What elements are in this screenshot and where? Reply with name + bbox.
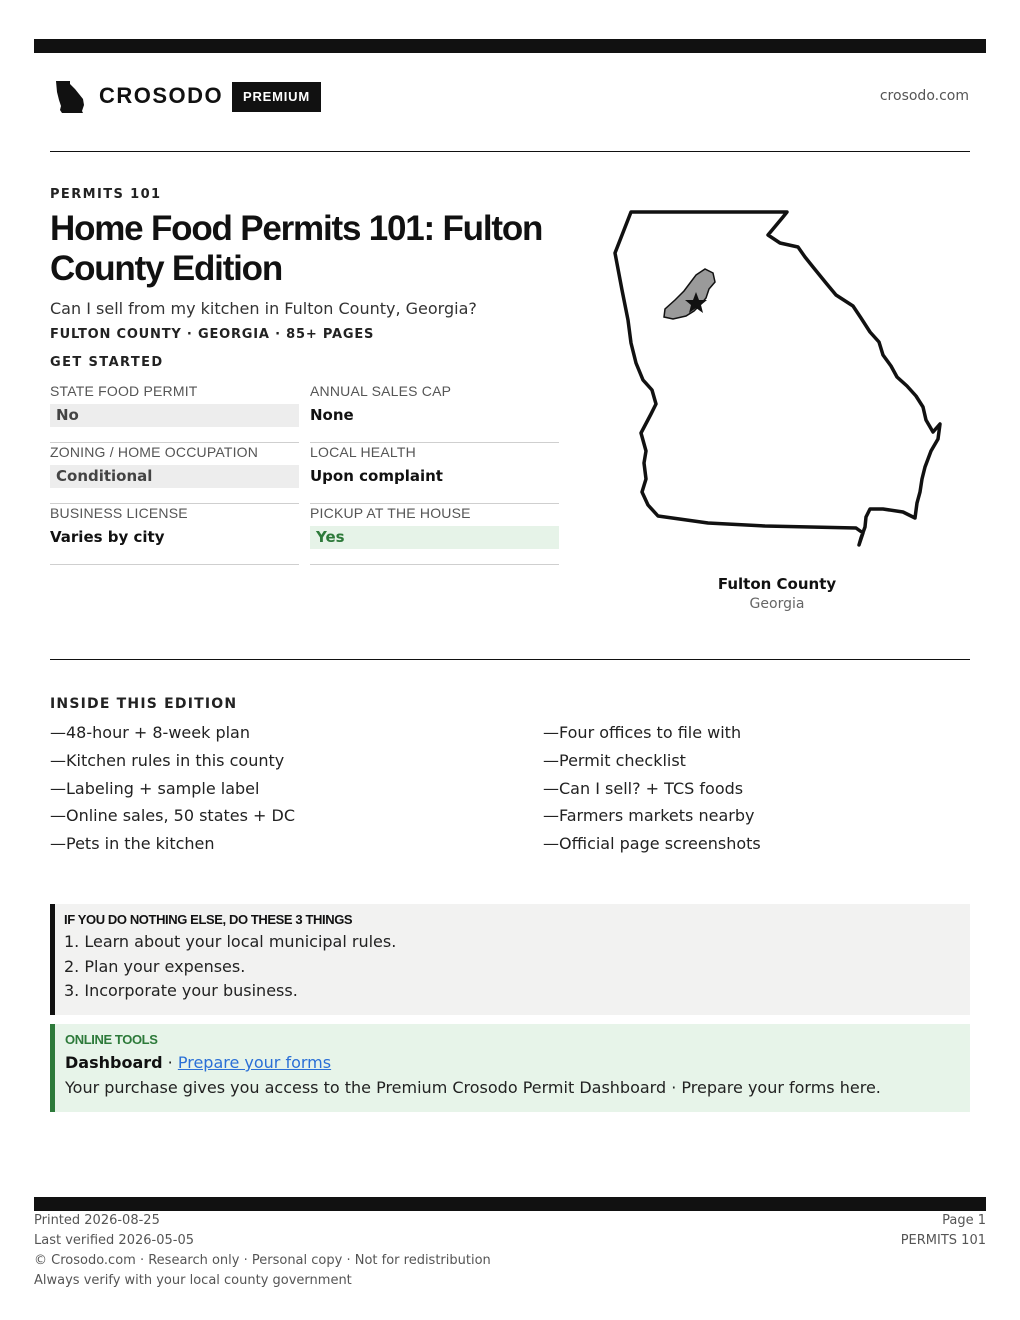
separator: · [162,1053,178,1072]
online-tools-title: ONLINE TOOLS [65,1032,158,1047]
fact-pickup [310,504,559,565]
priority-actions-box [50,904,970,1015]
fact-value: Varies by city [50,528,165,546]
brand-name: CROSODO [99,83,224,108]
toc-left-column [50,722,295,861]
fact-value: None [310,406,354,424]
footer-copyright: © Crosodo.com · Research only · Personal copy · Not for redistribution [34,1253,491,1268]
footer-advice: Always verify with your local county government [34,1273,352,1288]
fact-value: No [50,404,299,427]
premium-badge: PREMIUM [232,82,321,112]
toc-item: —Online sales, 50 states + DC [50,806,296,826]
footer-page-number: Page 1 [942,1213,986,1228]
tools-description: Your purchase gives you access to the Premium Crosodo Permit Dashboard · Prepare your forms here. [65,1078,881,1097]
footer-verified-date: Last verified 2026-05-05 [34,1233,194,1248]
section-kicker: PERMITS 101 [50,187,162,202]
edition-meta: FULTON COUNTY · GEORGIA · 85+ PAGES [50,327,375,342]
inside-edition-heading: INSIDE THIS EDITION [50,696,238,712]
footer-printed-date: Printed 2026-08-25 [34,1213,160,1228]
top-rule-bar [34,39,986,53]
fact-label: BUSINESS LICENSE [50,505,188,521]
fact-business-license [50,504,299,565]
priority-actions-title: IF YOU DO NOTHING ELSE, DO THESE 3 THINGS [64,912,353,927]
fact-zoning [50,443,299,504]
toc-item: —Kitchen rules in this county [50,750,285,770]
toc-item: —Permit checklist [543,750,686,770]
priority-action-item: 2. Plan your expenses. [64,956,246,976]
section-divider [50,659,970,660]
toc-item: —48-hour + 8-week plan [50,723,250,742]
toc-item: —Pets in the kitchen [50,834,215,854]
toc-right-column [543,722,761,861]
fact-label: LOCAL HEALTH [310,444,416,460]
map-state-label: Georgia [749,596,805,612]
fact-label: PICKUP AT THE HOUSE [310,505,471,521]
georgia-county-map [608,205,948,555]
page-subtitle: Can I sell from my kitchen in Fulton County, Georgia? [50,299,477,318]
toc-item: —Official page screenshots [543,834,761,854]
toc-item: —Can I sell? + TCS foods [543,778,744,798]
site-url[interactable]: crosodo.com [879,88,969,104]
fact-label: STATE FOOD PERMIT [50,383,198,399]
priority-action-item: 3. Incorporate your business. [64,981,298,1000]
dashboard-label: Dashboard [65,1053,163,1072]
priority-actions-list [64,931,970,1005]
toc-item: —Labeling + sample label [50,778,260,798]
priority-action-item: 1. Learn about your local municipal rules. [64,932,397,951]
fact-local-health [310,443,559,504]
quick-facts-grid [50,382,559,565]
get-started-heading: GET STARTED [50,355,164,370]
page-title: Home Food Permits 101: Fulton County Edition [50,209,543,288]
fact-value: Upon complaint [310,467,443,485]
toc-item: —Four offices to file with [543,723,742,742]
fact-label: ANNUAL SALES CAP [310,383,452,399]
dashboard-line [65,1052,970,1077]
map-county-label: Fulton County [717,575,837,593]
fact-value: Conditional [50,465,299,488]
online-tools-box [50,1024,970,1112]
fact-state-food-permit [50,382,299,443]
bottom-rule-bar [34,1197,986,1211]
header-divider [50,151,970,152]
georgia-outline [615,212,940,545]
georgia-state-icon [53,80,87,114]
fact-annual-sales-cap [310,382,559,443]
footer-section: PERMITS 101 [900,1233,986,1248]
fact-label: ZONING / HOME OCCUPATION [50,444,259,460]
fact-value: Yes [310,526,559,549]
toc-item: —Farmers markets nearby [543,806,755,826]
prepare-forms-link[interactable]: Prepare your forms [177,1053,332,1072]
